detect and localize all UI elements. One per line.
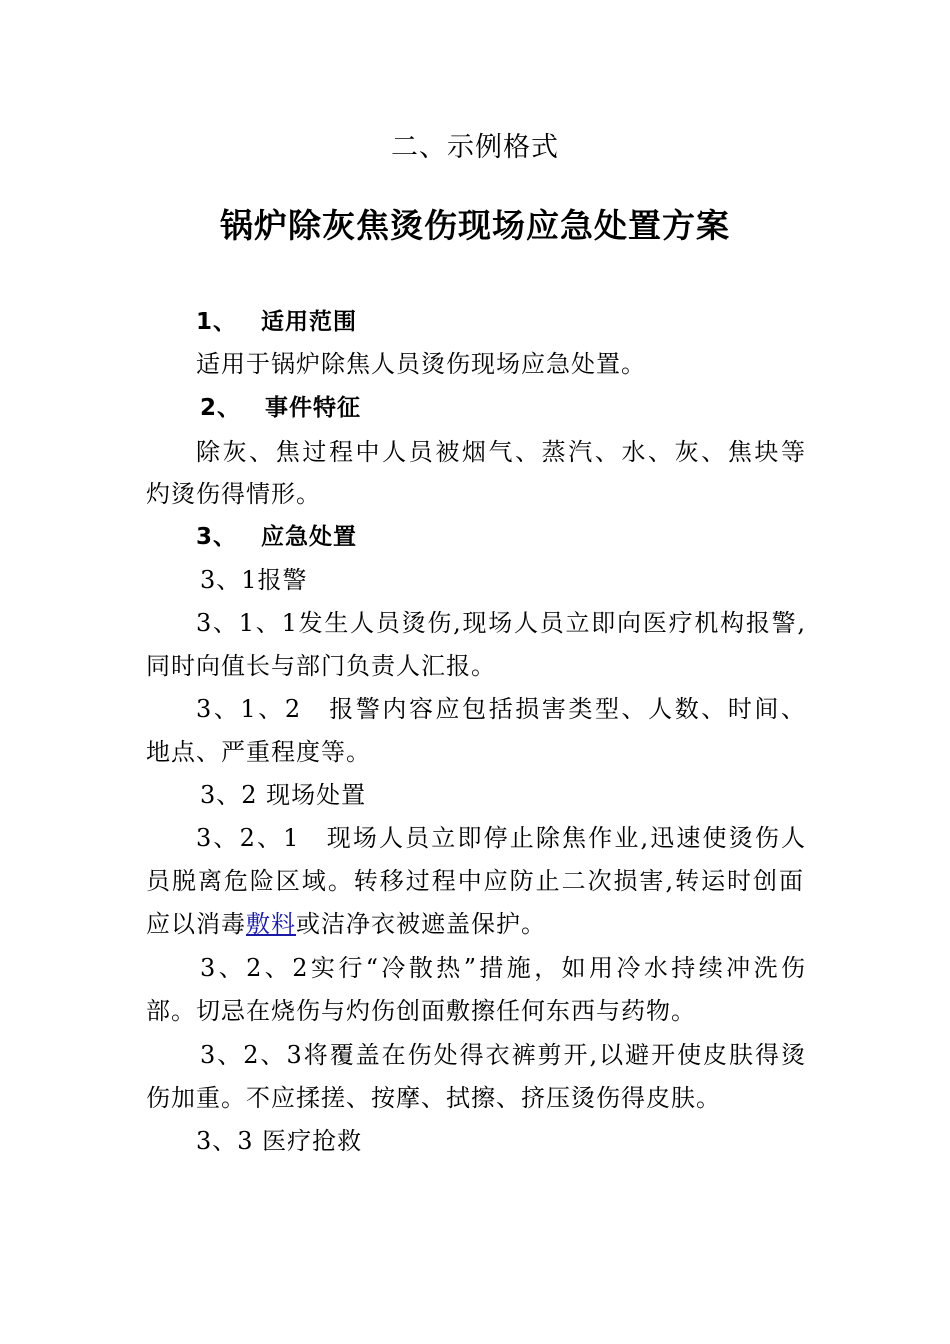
document-subtitle: 二、示例格式	[391, 132, 559, 163]
item-3-2-1-line-1: 3、2、1 现场人员立即停止除焦作业,迅速使烫伤人	[196, 824, 806, 852]
dressing-link[interactable]: 敷料	[246, 910, 296, 938]
section-3-heading: 应急处置	[261, 524, 358, 550]
item-3-2-3-line-2: 伤加重。不应揉搓、按摩、拭擦、挤压烫伤得皮肤。	[146, 1084, 721, 1112]
subsection-3-3-title: 3、3 医疗抢救	[196, 1127, 363, 1155]
section-2-heading-row	[200, 392, 361, 424]
item-3-1-1-line-2: 同时向值长与部门负责人汇报。	[146, 652, 496, 680]
document-title: 锅炉除灰焦烫伤现场应急处置方案	[220, 206, 730, 245]
item-3-2-1-line-3-text-pre: 应以消毒	[146, 910, 246, 938]
item-3-2-2-line-2: 部。切忌在烧伤与灼伤创面敷擦任何东西与药物。	[146, 997, 696, 1025]
section-1-number: 1、	[196, 309, 238, 335]
item-3-2-1-line-3-text-post: 或洁净衣被遮盖保护。	[296, 910, 546, 938]
item-3-2-2-line-1: 3、2、2实行“冷散热”措施，如用冷水持续冲洗伤	[200, 954, 806, 982]
section-3-number: 3、	[196, 524, 238, 550]
section-2-number: 2、	[200, 395, 242, 421]
section-1-heading: 适用范围	[261, 309, 358, 335]
item-3-2-1-line-3	[146, 908, 546, 940]
section-1-heading-row	[196, 306, 357, 338]
section-3-heading-row	[196, 521, 357, 553]
section-2-body-line-1: 除灰、焦过程中人员被烟气、蒸汽、水、灰、焦块等	[196, 438, 806, 466]
item-3-2-1-line-2: 员脱离危险区域。转移过程中应防止二次损害,转运时创面	[146, 867, 804, 895]
item-3-2-3-line-1: 3、2、3将覆盖在伤处得衣裤剪开,以避开使皮肤得烫	[200, 1041, 806, 1069]
item-3-1-1-line-1: 3、1、1发生人员烫伤,现场人员立即向医疗机构报警,	[196, 609, 806, 637]
section-2-body-line-2: 灼烫伤得情形。	[146, 480, 321, 508]
section-1-body: 适用于锅炉除焦人员烫伤现场应急处置。	[196, 350, 646, 378]
subsection-3-1-title: 3、1报警	[200, 566, 308, 594]
section-2-heading: 事件特征	[265, 395, 362, 421]
item-3-1-2-line-1: 3、1、2 报警内容应包括损害类型、人数、时间、	[196, 695, 806, 723]
subsection-3-2-title: 3、2 现场处置	[200, 781, 367, 809]
item-3-1-2-line-2: 地点、严重程度等。	[146, 738, 371, 766]
